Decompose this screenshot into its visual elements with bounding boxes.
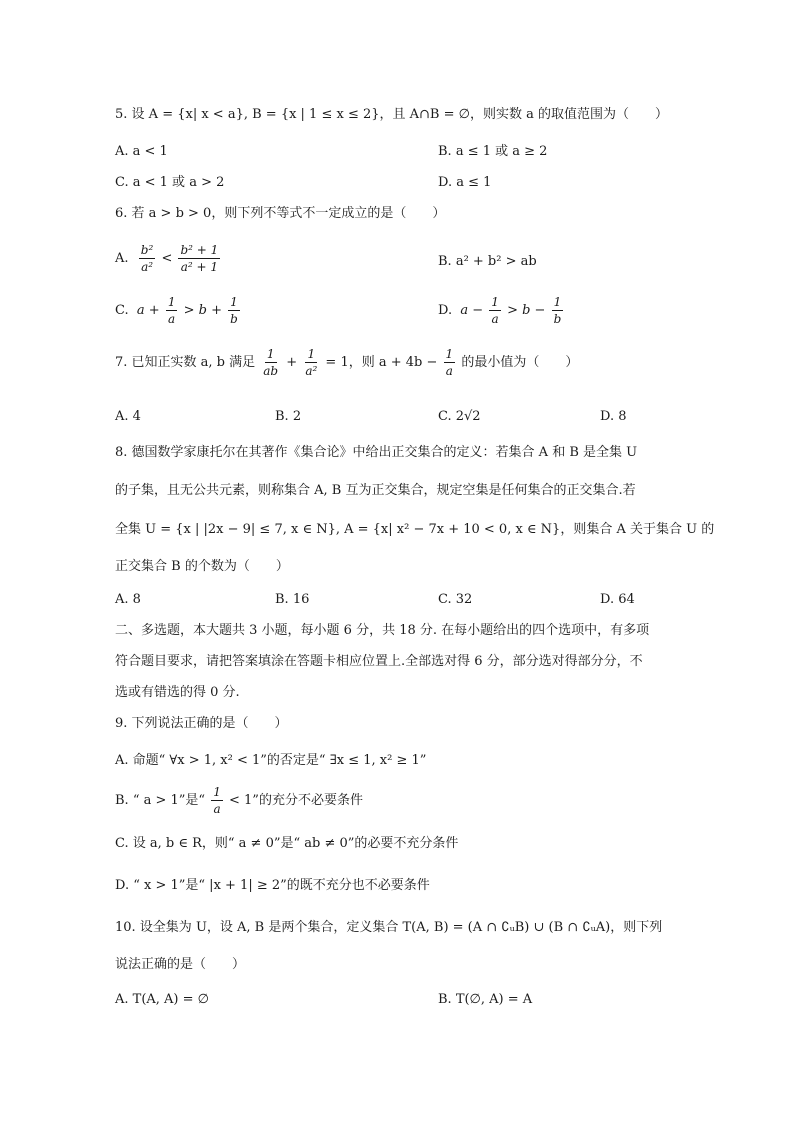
denominator: a	[445, 364, 453, 378]
expr: > b −	[507, 303, 546, 318]
q5-option-a: A. a < 1	[115, 144, 168, 159]
option-label: A.	[115, 251, 129, 266]
q8-line-3: 全集 U = {x | |2x − 9| ≤ 7, x ∈ N}, A = {x| x² − 7x + 10 < 0, x ∈ N}，则集合 A 关于集合 U 的	[115, 522, 715, 537]
expr: > b +	[183, 303, 222, 318]
q7-option-a: A. 4	[115, 409, 141, 424]
q8-option-a: A. 8	[115, 592, 141, 607]
numerator: 1	[167, 295, 176, 309]
q9-option-b	[115, 784, 363, 817]
numerator: b²	[140, 243, 154, 257]
numerator: 1	[445, 347, 454, 361]
denominator: a	[213, 802, 221, 816]
fraction	[139, 242, 156, 275]
option-label: C.	[115, 303, 129, 318]
q7-option-c: C. 2√2	[438, 409, 481, 424]
denominator: a²	[141, 260, 154, 274]
q10-option-b: B. T(∅, A) = A	[438, 992, 533, 1007]
q9-text: < 1”的充分不必要条件	[229, 793, 363, 808]
fraction	[303, 346, 319, 379]
denominator: a	[491, 312, 499, 326]
section-2-line-1: 二、多选题，本大题共 3 小题，每小题 6 分，共 18 分. 在每小题给出的四个选项中，有多项	[115, 623, 650, 638]
q7-text: = 1，则 a + 4b −	[325, 355, 438, 370]
q9-text: B. “ a > 1”是“	[115, 793, 206, 808]
q8-option-c: C. 32	[438, 592, 473, 607]
q6-option-b: B. a² + b² > ab	[438, 254, 537, 269]
q9-option-a: A. 命题“ ∀x > 1, x² < 1”的否定是“ ∃x ≤ 1, x² ≥ 1”	[115, 753, 427, 768]
q6-option-c	[115, 294, 242, 327]
q8-line-4: 正交集合 B 的个数为（ ）	[115, 559, 289, 574]
q7-option-b: B. 2	[275, 409, 302, 424]
denominator: a²	[305, 364, 318, 378]
section-2-line-3: 选或有错选的得 0 分.	[115, 685, 240, 700]
denominator: a	[168, 312, 176, 326]
fraction	[444, 346, 456, 379]
q9-stem: 9. 下列说法正确的是（ ）	[115, 716, 288, 731]
numerator: 1	[307, 347, 316, 361]
q5-option-c: C. a < 1 或 a > 2	[115, 175, 225, 190]
section-2-line-2: 符合题目要求，请把答案填涂在答题卡相应位置上.全部选对得 6 分，部分选对得部分分，不	[115, 654, 643, 669]
q9-option-c: C. 设 a, b ∈ R，则“ a ≠ 0”是“ ab ≠ 0”的必要不充分条件	[115, 836, 459, 851]
fraction	[261, 346, 280, 379]
denominator: ab	[263, 364, 279, 378]
fraction	[211, 784, 223, 817]
numerator: b² + 1	[180, 243, 219, 257]
fraction	[489, 294, 501, 327]
q6-option-a	[115, 242, 222, 275]
q8-option-d: D. 64	[600, 592, 635, 607]
q8-line-2: 的子集，且无公共元素，则称集合 A, B 互为正交集合，规定空集是任何集合的正交集合.若	[115, 483, 636, 498]
q6-option-d	[438, 294, 565, 327]
q7-option-d: D. 8	[600, 409, 627, 424]
denominator: b	[553, 312, 562, 326]
relation: <	[161, 251, 173, 266]
q7-stem	[115, 346, 578, 379]
fraction	[228, 294, 240, 327]
denominator: b	[230, 312, 238, 326]
expr: a −	[460, 303, 484, 318]
numerator: 1	[266, 347, 275, 361]
q7-text: 的最小值为（ ）	[461, 355, 579, 370]
numerator: 1	[230, 295, 238, 309]
fraction	[552, 294, 564, 327]
numerator: 1	[213, 785, 221, 799]
q5-option-d: D. a ≤ 1	[438, 175, 492, 190]
q8-line-1: 8. 德国数学家康托尔在其著作《集合论》中给出正交集合的定义：若集合 A 和 B 是全集 U	[115, 445, 638, 460]
q7-text: 7. 已知正实数 a, b 满足	[115, 355, 256, 370]
numerator: 1	[553, 295, 562, 309]
q6-stem: 6. 若 a > b > 0，则下列不等式不一定成立的是（ ）	[115, 206, 446, 221]
expr: a +	[136, 303, 160, 318]
q10-line-2: 说法正确的是（ ）	[115, 957, 246, 972]
fraction	[166, 294, 178, 327]
q10-line-1: 10. 设全集为 U，设 A, B 是两个集合，定义集合 T(A, B) = (A ∩ ∁ᵤB) ∪ (B ∩ ∁ᵤA)，则下列	[115, 920, 663, 935]
q8-option-b: B. 16	[275, 592, 310, 607]
numerator: 1	[491, 295, 499, 309]
q5-option-b: B. a ≤ 1 或 a ≥ 2	[438, 144, 548, 159]
q5-stem: 5. 设 A = {x| x < a}, B = {x | 1 ≤ x ≤ 2}，且 A∩B = ∅，则实数 a 的取值范围为（ ）	[115, 107, 668, 122]
denominator: a² + 1	[180, 260, 219, 274]
q10-option-a: A. T(A, A) = ∅	[115, 992, 209, 1007]
option-label: D.	[438, 303, 453, 318]
plus-sign: +	[286, 355, 298, 370]
q9-option-d: D. “ x > 1”是“ |x + 1| ≥ 2”的既不充分也不必要条件	[115, 878, 430, 893]
fraction	[178, 242, 220, 275]
